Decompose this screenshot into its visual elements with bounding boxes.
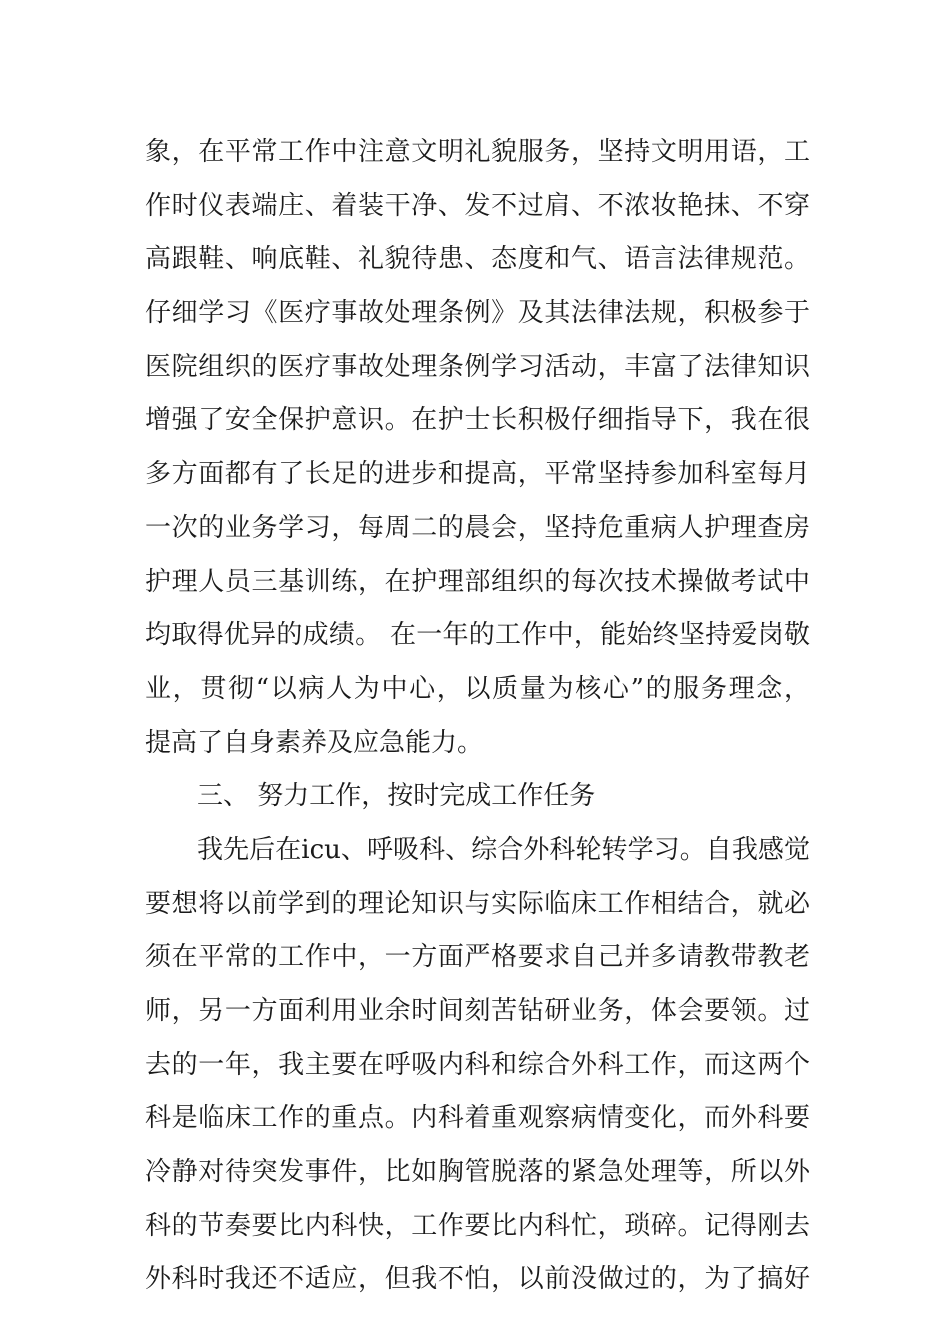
- text-line: 冷静对待突发事件，比如胸管脱落的紧急处理等，所以外: [145, 1157, 810, 1188]
- text-line: 仔细学习《医疗事故处理条例》及其法律法规，积极参于: [145, 298, 810, 329]
- text-line: 增强了安全保护意识。在护士长积极仔细指导下，我在很: [145, 405, 810, 436]
- text-line: 科的节奏要比内科快，工作要比内科忙，琐碎。记得刚去: [145, 1210, 810, 1241]
- text-line: 外科时我还不适应，但我不怕，以前没做过的，为了搞好: [145, 1264, 810, 1295]
- text-line: 要想将以前学到的理论知识与实际临床工作相结合，就必: [145, 888, 810, 919]
- text-line: 医院组织的医疗事故处理条例学习活动，丰富了法律知识: [145, 351, 810, 382]
- text-line: 业，贯彻“以病人为中心，以质量为核心”的服务理念，: [145, 673, 810, 704]
- section-heading: 三、 努力工作，按时完成工作任务: [197, 781, 596, 812]
- text-line: 作时仪表端庄、着装干净、发不过肩、不浓妆艳抹、不穿: [145, 190, 810, 221]
- paragraph-first-line: 我先后在icu、呼吸科、综合外科轮转学习。自我感觉: [197, 834, 810, 865]
- text-line: 象，在平常工作中注意文明礼貌服务，坚持文明用语，工: [145, 137, 810, 167]
- document-body: [145, 126, 810, 1307]
- text-line: 科是临床工作的重点。内科着重观察病情变化，而外科要: [145, 1103, 810, 1134]
- text-line: 一次的业务学习，每周二的晨会，坚持危重病人护理查房: [145, 512, 810, 543]
- text-line: 高跟鞋、响底鞋、礼貌待患、态度和气、语言法律规范。: [145, 244, 810, 275]
- text-line: 均取得优异的成绩。 在一年的工作中，能始终坚持爱岗敬: [145, 620, 810, 651]
- text-line: 护理人员三基训练，在护理部组织的每次技术操做考试中: [145, 566, 810, 597]
- text-line: 去的一年，我主要在呼吸内科和综合外科工作，而这两个: [145, 1049, 810, 1080]
- text-line: 须在平常的工作中，一方面严格要求自己并多请教带教老: [145, 942, 810, 973]
- paragraph-end-line: 提高了自身素养及应急能力。: [145, 727, 484, 758]
- text-line: 师，另一方面利用业余时间刻苦钻研业务，体会要领。过: [145, 996, 810, 1026]
- text-line: 多方面都有了长足的进步和提高，平常坚持参加科室每月: [145, 459, 810, 490]
